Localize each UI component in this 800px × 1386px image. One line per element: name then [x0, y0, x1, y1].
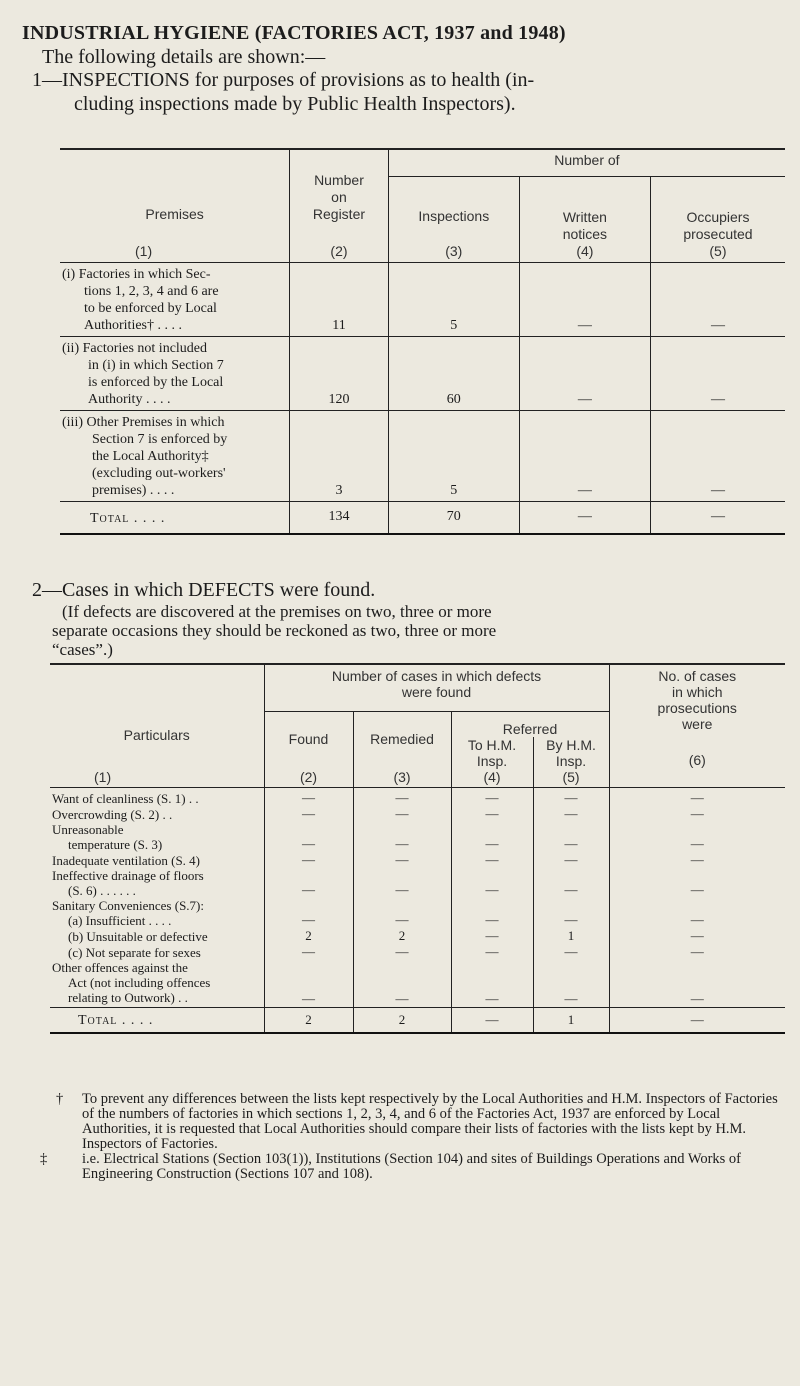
t2-row3-found: — — [264, 822, 353, 852]
t2-header-by-hm — [533, 737, 609, 788]
t1-premises-num: (1) — [135, 243, 153, 259]
t2-row7-by-hm: 1 — [533, 928, 609, 944]
t2-row7-found: 2 — [264, 928, 353, 944]
t2-by-label-2: Insp. — [555, 753, 587, 769]
t2-row5-l2: (S. 6) . . . . . . — [68, 883, 136, 898]
t2-row9-l1: Other offences against the — [52, 960, 188, 975]
footnotes — [40, 1092, 788, 1182]
t1-row2-prosecuted: — — [650, 337, 785, 411]
table-row — [50, 944, 785, 960]
t1-prosecuted-label-1: Occupiers — [686, 209, 750, 225]
t1-row2-register: 120 — [290, 337, 389, 411]
page-title: INDUSTRIAL HYGIENE (FACTORIES ACT, 1937 and 1948) — [22, 22, 566, 44]
t2-hm-num: (4) — [483, 769, 501, 785]
t2-row6-found: — — [264, 898, 353, 928]
t2-row5-pros: — — [690, 882, 704, 897]
t1-row3-l4: (excluding out-workers' — [92, 466, 226, 481]
table-row — [60, 263, 785, 337]
t1-row1-l4: Authorities† . . . . — [84, 318, 182, 333]
t2-row9-label — [50, 960, 264, 1008]
t1-inspections-num: (3) — [445, 243, 463, 259]
t2-referred-label: Referred — [502, 721, 558, 737]
table-row — [50, 806, 785, 822]
t2-row9-l2: Act (not including offences — [68, 975, 211, 990]
t1-premises-label: Premises — [145, 206, 204, 222]
t2-pros-label-3: prosecutions — [657, 700, 737, 716]
table-row — [50, 898, 785, 928]
t1-row2-notices: — — [519, 337, 650, 411]
t1-row3-inspections: 5 — [388, 411, 519, 502]
t1-register-num: (2) — [330, 243, 348, 259]
footnote-ddagger — [40, 1152, 788, 1182]
t2-row3-remedied: — — [353, 822, 451, 852]
table-row — [60, 337, 785, 411]
t2-row5-by-hm: — — [533, 868, 609, 898]
t1-group-label: Number of — [554, 152, 620, 168]
t2-total-remedied: 2 — [353, 1008, 451, 1034]
t2-row8-by-hm: — — [533, 944, 609, 960]
t2-row4-to-hm: — — [451, 852, 533, 868]
document-header — [22, 20, 782, 116]
t2-total-label: Total . . . . — [50, 1008, 264, 1034]
section2-note-line3: “cases”.) — [52, 640, 113, 659]
ddagger-mark: ‡ — [40, 1151, 48, 1167]
t1-header-register — [290, 149, 389, 263]
t1-row1-l1: (i) Factories in which Sec- — [62, 267, 211, 282]
t2-row4-remedied: — — [353, 852, 451, 868]
t2-row6-pros: — — [690, 912, 704, 927]
section1-heading-line1: 1—INSPECTIONS for purposes of provisions as to health (in- — [32, 69, 535, 91]
t2-row5-label — [50, 868, 264, 898]
table-row — [50, 868, 785, 898]
t1-header-group — [388, 149, 785, 177]
t2-row7-remedied: 2 — [353, 928, 451, 944]
t2-row8-to-hm: — — [451, 944, 533, 960]
t2-row6-remedied: — — [353, 898, 451, 928]
t2-row3-label — [50, 822, 264, 852]
t2-row4-by-hm: — — [533, 852, 609, 868]
t2-row9-by-hm: — — [533, 960, 609, 1008]
t2-row6-l1: Sanitary Conveniences (S.7): — [52, 898, 204, 913]
table-row — [50, 928, 785, 944]
t1-row2-l4: Authority . . . . — [88, 392, 171, 407]
t2-by-num: (5) — [562, 769, 580, 785]
t1-row3-l1: (iii) Other Premises in which — [62, 415, 225, 430]
section2-note-line1: (If defects are discovered at the premises on two, three or more — [62, 602, 492, 621]
t2-row8-pros: — — [690, 944, 704, 959]
t2-row1-pros: — — [690, 790, 704, 805]
t2-row7-to-hm: — — [451, 928, 533, 944]
t2-row1-remedied: — — [353, 788, 451, 807]
t1-total-label: Total . . . . — [60, 502, 290, 535]
t2-pros-num: (6) — [688, 752, 706, 768]
t2-row3-l2: temperature (S. 3) — [68, 837, 163, 852]
footnote-ddagger-text: i.e. Electrical Stations (Section 103(1)), Institutions (Section 104) and sites of Buildings Operations and Works of Engineering Construction (Sections 107 and 108). — [82, 1151, 742, 1182]
t2-row5-l1: Ineffective drainage of floors — [52, 868, 204, 883]
t1-header-premises — [60, 149, 290, 263]
t1-total-row — [60, 502, 785, 535]
table-row — [50, 852, 785, 868]
t2-total-by-hm: 1 — [533, 1008, 609, 1034]
t2-row6-l2: (a) Insufficient . . . . — [68, 913, 172, 928]
t1-total-inspections: 70 — [388, 502, 519, 535]
t2-remedied-label: Remedied — [370, 731, 434, 747]
t2-total-found: 2 — [264, 1008, 353, 1034]
t1-total-notices: — — [519, 502, 650, 535]
defects-table — [50, 663, 785, 1034]
t1-row2-l1: (ii) Factories not included — [62, 341, 208, 356]
t1-notices-num: (4) — [576, 243, 594, 259]
t1-row3-notices: — — [519, 411, 650, 502]
t2-hm-label-1: To H.M. — [467, 737, 517, 753]
t1-row3-l2: Section 7 is enforced by — [92, 432, 228, 447]
t2-row1-by-hm: — — [533, 788, 609, 807]
t2-row6-to-hm: — — [451, 898, 533, 928]
inspections-table — [60, 148, 785, 535]
t2-particulars-label: Particulars — [123, 727, 190, 743]
t1-row2-inspections: 60 — [388, 337, 519, 411]
table-row — [50, 960, 785, 1008]
t2-row2-found: — — [264, 806, 353, 822]
t2-header-to-hm — [451, 737, 533, 788]
t1-header-prosecuted — [650, 177, 785, 263]
t2-total-row — [50, 1008, 785, 1034]
t1-row3-prosecuted: — — [650, 411, 785, 502]
t1-row1-prosecuted: — — [650, 263, 785, 337]
t1-row1-register: 11 — [290, 263, 389, 337]
t2-header-group — [264, 664, 609, 712]
t1-row1-label — [60, 263, 290, 337]
t2-pros-label-4: were — [682, 716, 713, 732]
t1-register-label-1: Number — [314, 172, 364, 188]
t2-row2-label: Overcrowding (S. 2) . . — [50, 806, 264, 822]
t1-prosecuted-label-2: prosecuted — [683, 226, 753, 242]
t2-row7-label: (b) Unsuitable or defective — [50, 928, 264, 944]
t1-row1-notices: — — [519, 263, 650, 337]
t1-prosecuted-num: (5) — [709, 243, 727, 259]
t2-row4-pros: — — [690, 852, 704, 867]
t2-row9-pros: — — [690, 991, 704, 1006]
t1-header-inspections — [388, 177, 519, 263]
t2-row3-by-hm: — — [533, 822, 609, 852]
t2-row2-pros: — — [690, 806, 704, 821]
t2-found-num: (2) — [299, 769, 318, 785]
t2-row8-found: — — [264, 944, 353, 960]
t2-hm-label-2: Insp. — [476, 753, 508, 769]
t2-row1-label: Want of cleanliness (S. 1) . . — [50, 788, 264, 807]
footnote-dagger-text: To prevent any differences between the lists kept respectively by the Local Authorities and H.M. Inspectors of Factories of the numbers of factories in which sections 1, 2, 3, 4, and 6 of the Factories Act, 1937 are enforced by Local Authorities, it is requested that Local Authorities should compare their lists of factories with the lists kept by H.M. Inspectors of Factories. — [82, 1091, 778, 1152]
section2 — [22, 578, 782, 659]
t1-row2-l3: is enforced by the Local — [88, 375, 224, 390]
t2-found-label: Found — [288, 731, 329, 747]
t2-row6-label — [50, 898, 264, 928]
t2-row5-to-hm: — — [451, 868, 533, 898]
footnote-dagger — [40, 1092, 788, 1152]
intro-text: The following details are shown:— — [42, 46, 326, 68]
t2-row5-remedied: — — [353, 868, 451, 898]
t2-particulars-num: (1) — [94, 769, 112, 785]
t1-total-register: 134 — [290, 502, 389, 535]
t2-header-referred — [451, 712, 609, 738]
t2-row4-found: — — [264, 852, 353, 868]
t2-row4-label: Inadequate ventilation (S. 4) — [50, 852, 264, 868]
t1-row2-l2: in (i) in which Section 7 — [88, 358, 224, 373]
t2-row3-l1: Unreasonable — [52, 822, 124, 837]
t1-register-label-2: on — [331, 189, 347, 205]
section1-heading-line2: cluding inspections made by Public Health Inspectors). — [74, 93, 516, 115]
t1-row1-l3: to be enforced by Local — [84, 301, 217, 316]
t2-header-found — [264, 712, 353, 788]
t2-row9-l3: relating to Outwork) . . — [68, 990, 188, 1005]
t1-row3-label — [60, 411, 290, 502]
t1-notices-label-2: notices — [562, 226, 608, 242]
t2-pros-label-1: No. of cases — [658, 668, 737, 684]
t2-row9-to-hm: — — [451, 960, 533, 1008]
t1-inspections-label: Inspections — [418, 208, 490, 224]
t1-row3-register: 3 — [290, 411, 389, 502]
t1-header-notices — [519, 177, 650, 263]
t2-row3-pros: — — [690, 836, 704, 851]
t2-row8-label: (c) Not separate for sexes — [50, 944, 264, 960]
t2-group-label-1: Number of cases in which defects — [331, 668, 542, 684]
t2-by-label-1: By H.M. — [546, 737, 596, 753]
t2-row3-to-hm: — — [451, 822, 533, 852]
t2-row7-pros: — — [690, 928, 704, 943]
t2-row2-remedied: — — [353, 806, 451, 822]
t2-row5-found: — — [264, 868, 353, 898]
t2-group-label-2: were found — [401, 684, 472, 700]
section1-heading — [22, 68, 782, 116]
t1-total-prosecuted: — — [650, 502, 785, 535]
t2-row2-to-hm: — — [451, 806, 533, 822]
t2-pros-label-2: in which — [671, 684, 723, 700]
t2-row6-by-hm: — — [533, 898, 609, 928]
table-row — [50, 788, 785, 807]
t1-register-label-3: Register — [312, 206, 366, 222]
t1-row3-l5: premises) . . . . — [92, 483, 175, 498]
t2-header-prosecutions — [609, 664, 785, 788]
t2-row1-found: — — [264, 788, 353, 807]
dagger-mark: † — [56, 1091, 64, 1107]
t1-row1-l2: tions 1, 2, 3, 4 and 6 are — [84, 284, 219, 299]
t2-row9-found: — — [264, 960, 353, 1008]
t2-row9-remedied: — — [353, 960, 451, 1008]
t2-header-remedied — [353, 712, 451, 788]
t1-notices-label-1: Written — [562, 209, 607, 225]
t2-row2-by-hm: — — [533, 806, 609, 822]
t2-total-pros: — — [609, 1008, 785, 1034]
t2-total-to-hm: — — [451, 1008, 533, 1034]
t2-header-particulars — [50, 664, 264, 788]
section2-note-line2: separate occasions they should be reckoned as two, three or more — [52, 621, 497, 640]
t1-row1-inspections: 5 — [388, 263, 519, 337]
t1-row2-label — [60, 337, 290, 411]
t2-row8-remedied: — — [353, 944, 451, 960]
table-row — [60, 411, 785, 502]
t1-row3-l3: the Local Authority‡ — [92, 449, 209, 464]
table-row — [50, 822, 785, 852]
t2-row1-to-hm: — — [451, 788, 533, 807]
section2-heading: 2—Cases in which DEFECTS were found. — [32, 579, 376, 601]
t2-remedied-num: (3) — [393, 769, 411, 785]
